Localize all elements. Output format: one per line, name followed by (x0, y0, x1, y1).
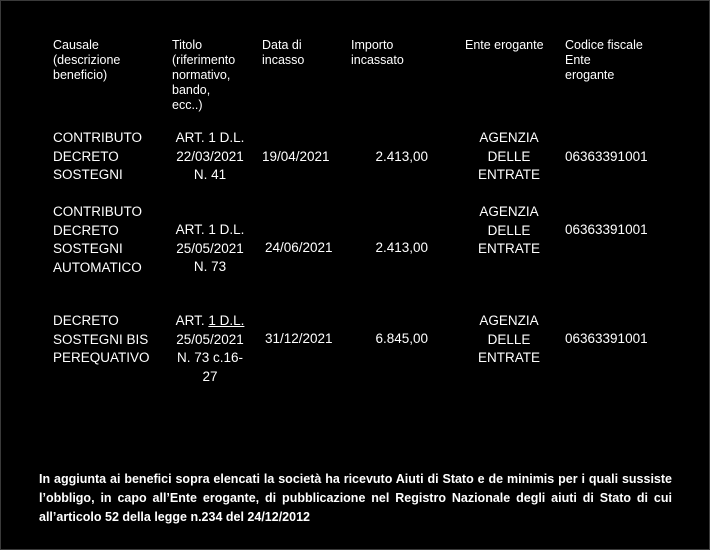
row3-titolo-prefix: ART. (175, 313, 209, 328)
row3-causale: DECRETO SOSTEGNI BIS PEREQUATIVO (53, 313, 150, 365)
header-data-incasso: Data di incasso (262, 38, 305, 67)
row1-codice: 06363391001 (565, 149, 648, 164)
row1-data: 19/04/2021 (262, 149, 330, 164)
row3-titolo-rest: 25/05/2021 N. 73 c.16- 27 (176, 331, 244, 384)
row2-ente: AGENZIA DELLE ENTRATE (477, 204, 540, 256)
row3-codice: 06363391001 (565, 331, 648, 346)
header-ente-erogante: Ente erogante (465, 38, 544, 52)
row2-codice: 06363391001 (565, 222, 648, 237)
row3-ente: AGENZIA DELLE ENTRATE (477, 313, 540, 365)
row3-importo: 6.845,00 (375, 331, 428, 346)
header-titolo: Titolo (riferimento normativo, bando, ecc..) (172, 38, 236, 112)
row2-importo: 2.413,00 (375, 240, 428, 255)
header-importo: Importo incassato (351, 38, 404, 67)
row1-ente: AGENZIA DELLE ENTRATE (477, 130, 540, 182)
row2-causale: CONTRIBUTO DECRETO SOSTEGNI AUTOMATICO (53, 204, 143, 275)
row1-causale: CONTRIBUTO DECRETO SOSTEGNI (53, 130, 143, 182)
footer-note: In aggiunta ai benefici sopra elencati la società ha ricevuto Aiuti di Stato e de minimis per i quali sussiste l’obbligo, in capo all’Ente erogante, di pubblicazione nel Registro Nazionale degli aiuti di Stato di cui all’articolo 52 della legge n.234 del 24/12/2012 (39, 472, 672, 524)
row2-data: 24/06/2021 (265, 240, 333, 255)
row1-importo: 2.413,00 (375, 149, 428, 164)
header-codice-fiscale: Codice fiscale Ente erogante (565, 38, 643, 82)
row2-titolo: ART. 1 D.L. 25/05/2021 N. 73 (175, 222, 245, 274)
row3-data: 31/12/2021 (265, 331, 333, 346)
row3-titolo (160, 312, 260, 386)
header-causale: Causale (descrizione beneficio) (53, 38, 121, 82)
row1-titolo: ART. 1 D.L. 22/03/2021 N. 41 (175, 130, 245, 182)
row3-titolo-underlined: 1 D.L. (208, 313, 245, 328)
